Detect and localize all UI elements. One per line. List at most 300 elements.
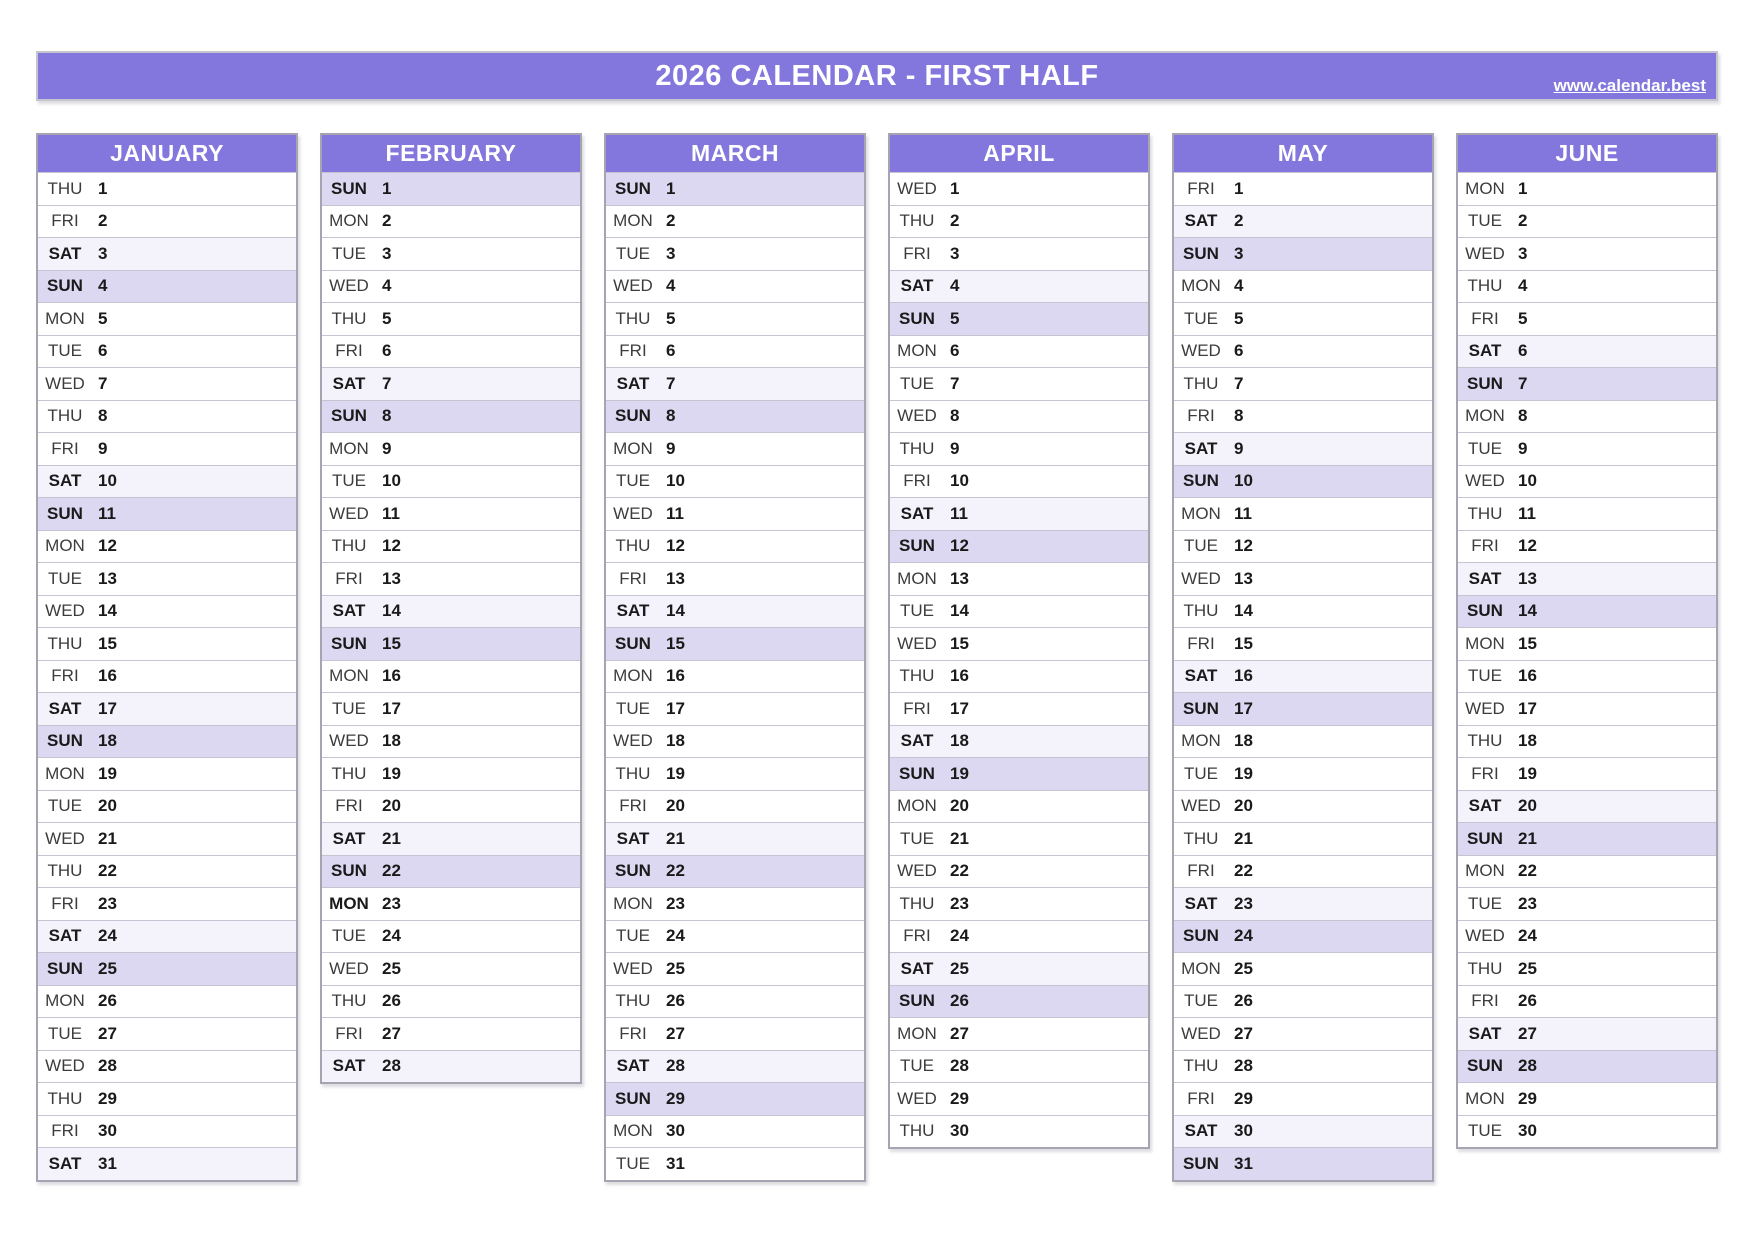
day-number: 29 — [1234, 1088, 1253, 1108]
weekday-label: SAT — [616, 601, 650, 621]
day-row — [890, 562, 1148, 595]
day-number: 12 — [666, 536, 685, 556]
day-row — [890, 920, 1148, 953]
weekday-label: SAT — [1184, 438, 1218, 458]
day-row — [1458, 725, 1716, 758]
day-number: 5 — [1518, 308, 1528, 328]
weekday-label: SAT — [48, 243, 82, 263]
day-row — [38, 205, 296, 238]
day-number: 17 — [666, 698, 685, 718]
day-row — [322, 757, 580, 790]
month-column-june — [1456, 133, 1718, 1149]
day-row — [890, 400, 1148, 433]
day-number: 24 — [382, 926, 401, 946]
website-link[interactable]: www.calendar.best — [1553, 76, 1706, 95]
weekday-label: SUN — [1183, 243, 1219, 263]
day-row — [322, 562, 580, 595]
day-row — [38, 497, 296, 530]
day-number: 22 — [98, 861, 117, 881]
day-row — [322, 465, 580, 498]
weekday-label: FRI — [619, 568, 647, 588]
day-number: 23 — [950, 893, 969, 913]
weekday-label: WED — [45, 601, 85, 621]
day-number: 31 — [1234, 1153, 1253, 1173]
month-header: FEBRUARY — [322, 135, 580, 172]
weekday-label: FRI — [335, 341, 363, 361]
day-number: 11 — [950, 503, 968, 523]
weekday-label: TUE — [332, 243, 366, 263]
weekday-label: MON — [1465, 633, 1505, 653]
day-number: 30 — [666, 1121, 685, 1141]
day-number: 20 — [950, 796, 969, 816]
day-row — [322, 367, 580, 400]
weekday-label: MON — [1465, 178, 1505, 198]
day-row — [322, 530, 580, 563]
day-number: 8 — [666, 406, 676, 426]
day-number: 24 — [98, 926, 117, 946]
weekday-label: FRI — [903, 926, 931, 946]
weekday-label: MON — [1181, 958, 1221, 978]
weekday-label: TUE — [616, 243, 650, 263]
day-number: 6 — [950, 341, 960, 361]
day-row — [38, 920, 296, 953]
day-row — [322, 400, 580, 433]
day-number: 23 — [1234, 893, 1253, 913]
day-number: 15 — [1518, 633, 1537, 653]
weekday-label: SAT — [1468, 568, 1502, 588]
weekday-label: MON — [329, 211, 369, 231]
day-row — [890, 985, 1148, 1018]
weekday-label: SAT — [332, 1056, 366, 1076]
weekday-label: SAT — [900, 731, 934, 751]
day-row — [322, 822, 580, 855]
day-number: 7 — [950, 373, 960, 393]
weekday-label: TUE — [1184, 991, 1218, 1011]
day-row — [606, 757, 864, 790]
weekday-label: SUN — [47, 958, 83, 978]
day-number: 24 — [666, 926, 685, 946]
day-row — [890, 465, 1148, 498]
day-row — [890, 367, 1148, 400]
weekday-label: SAT — [1184, 666, 1218, 686]
day-number: 19 — [98, 763, 117, 783]
day-number: 8 — [1518, 406, 1528, 426]
weekday-label: TUE — [616, 698, 650, 718]
weekday-label: TUE — [48, 1023, 82, 1043]
day-row — [606, 432, 864, 465]
day-row — [890, 270, 1148, 303]
weekday-label: SAT — [1184, 211, 1218, 231]
day-number: 19 — [666, 763, 685, 783]
day-number: 6 — [666, 341, 676, 361]
weekday-label: SUN — [899, 991, 935, 1011]
day-number: 3 — [98, 243, 108, 263]
day-number: 29 — [98, 1088, 117, 1108]
weekday-label: FRI — [51, 666, 79, 686]
day-number: 28 — [382, 1056, 401, 1076]
weekday-label: SUN — [1467, 1056, 1503, 1076]
weekday-label: MON — [1181, 731, 1221, 751]
day-number: 12 — [98, 536, 117, 556]
day-row — [1174, 237, 1432, 270]
day-row — [1174, 822, 1432, 855]
day-row — [1174, 270, 1432, 303]
day-row — [1458, 1050, 1716, 1083]
day-number: 16 — [1518, 666, 1537, 686]
day-number: 25 — [1518, 958, 1537, 978]
day-number: 3 — [1234, 243, 1244, 263]
weekday-label: WED — [45, 1056, 85, 1076]
weekday-label: WED — [613, 958, 653, 978]
day-row — [322, 725, 580, 758]
weekday-label: SAT — [900, 958, 934, 978]
day-number: 24 — [950, 926, 969, 946]
day-number: 1 — [666, 178, 676, 198]
weekday-label: WED — [897, 633, 937, 653]
day-number: 8 — [950, 406, 960, 426]
day-row — [322, 887, 580, 920]
weekday-label: FRI — [51, 1121, 79, 1141]
weekday-label: FRI — [51, 438, 79, 458]
day-row — [890, 1082, 1148, 1115]
weekday-label: FRI — [1187, 406, 1215, 426]
day-number: 9 — [666, 438, 676, 458]
weekday-label: TUE — [48, 796, 82, 816]
day-row — [1174, 497, 1432, 530]
day-row — [322, 595, 580, 628]
weekday-label: SAT — [332, 373, 366, 393]
weekday-label: THU — [1467, 276, 1503, 296]
day-number: 3 — [950, 243, 960, 263]
day-row — [1174, 595, 1432, 628]
day-number: 1 — [98, 178, 108, 198]
day-row — [890, 595, 1148, 628]
day-row — [1458, 887, 1716, 920]
day-row — [890, 1050, 1148, 1083]
weekday-label: SAT — [616, 828, 650, 848]
weekday-label: SAT — [900, 503, 934, 523]
weekday-label: MON — [897, 568, 937, 588]
day-row — [606, 1115, 864, 1148]
day-row — [1458, 692, 1716, 725]
day-row — [890, 952, 1148, 985]
day-number: 4 — [1234, 276, 1244, 296]
day-row — [606, 367, 864, 400]
weekday-label: TUE — [48, 568, 82, 588]
weekday-label: SUN — [47, 731, 83, 751]
weekday-label: SUN — [1183, 471, 1219, 491]
weekday-label: SAT — [1468, 1023, 1502, 1043]
day-number: 14 — [382, 601, 401, 621]
weekday-label: THU — [331, 763, 367, 783]
day-number: 4 — [950, 276, 960, 296]
day-row — [890, 497, 1148, 530]
weekday-label: TUE — [1184, 308, 1218, 328]
weekday-label: WED — [45, 828, 85, 848]
day-number: 5 — [382, 308, 392, 328]
day-row — [606, 725, 864, 758]
weekday-label: SAT — [48, 698, 82, 718]
day-row — [322, 952, 580, 985]
weekday-label: TUE — [332, 698, 366, 718]
weekday-label: FRI — [903, 698, 931, 718]
day-number: 28 — [98, 1056, 117, 1076]
weekday-label: THU — [899, 438, 935, 458]
title-bar — [36, 51, 1718, 101]
day-row — [606, 692, 864, 725]
weekday-label: SUN — [615, 633, 651, 653]
weekday-label: TUE — [900, 1056, 934, 1076]
weekday-label: THU — [47, 633, 83, 653]
day-row — [38, 270, 296, 303]
day-row — [1174, 855, 1432, 888]
day-row — [1174, 920, 1432, 953]
day-number: 26 — [666, 991, 685, 1011]
weekday-label: FRI — [1471, 763, 1499, 783]
day-row — [606, 855, 864, 888]
weekday-label: FRI — [1187, 178, 1215, 198]
day-number: 1 — [1518, 178, 1528, 198]
day-row — [606, 1017, 864, 1050]
weekday-label: TUE — [900, 373, 934, 393]
day-row — [606, 302, 864, 335]
day-row — [606, 822, 864, 855]
day-row — [1458, 562, 1716, 595]
day-number: 26 — [1518, 991, 1537, 1011]
weekday-label: FRI — [335, 1023, 363, 1043]
day-number: 4 — [98, 276, 108, 296]
weekday-label: SUN — [1183, 698, 1219, 718]
day-row — [890, 725, 1148, 758]
day-row — [1174, 1017, 1432, 1050]
weekday-label: WED — [1465, 698, 1505, 718]
day-row — [606, 237, 864, 270]
weekday-label: WED — [1465, 926, 1505, 946]
day-row — [38, 562, 296, 595]
day-number: 27 — [666, 1023, 685, 1043]
weekday-label: MON — [613, 893, 653, 913]
day-row — [890, 172, 1148, 205]
day-number: 25 — [98, 958, 117, 978]
day-number: 26 — [950, 991, 969, 1011]
month-header: JANUARY — [38, 135, 296, 172]
day-row — [890, 855, 1148, 888]
day-row — [606, 985, 864, 1018]
weekday-label: WED — [329, 731, 369, 751]
weekday-label: SAT — [48, 926, 82, 946]
weekday-label: FRI — [1471, 991, 1499, 1011]
weekday-label: SAT — [616, 373, 650, 393]
day-number: 24 — [1234, 926, 1253, 946]
day-row — [1458, 237, 1716, 270]
weekday-label: MON — [45, 991, 85, 1011]
day-row — [1174, 432, 1432, 465]
weekday-label: WED — [613, 731, 653, 751]
day-number: 25 — [382, 958, 401, 978]
weekday-label: THU — [1183, 828, 1219, 848]
weekday-label: FRI — [1187, 1088, 1215, 1108]
day-row — [38, 465, 296, 498]
day-row — [1458, 400, 1716, 433]
day-number: 16 — [666, 666, 685, 686]
month-column-april — [888, 133, 1150, 1149]
day-number: 5 — [1234, 308, 1244, 328]
weekday-label: TUE — [1184, 763, 1218, 783]
weekday-label: FRI — [1187, 633, 1215, 653]
day-number: 10 — [98, 471, 117, 491]
day-row — [1458, 595, 1716, 628]
day-number: 22 — [1518, 861, 1537, 881]
weekday-label: SAT — [900, 276, 934, 296]
day-row — [38, 790, 296, 823]
weekday-label: TUE — [1468, 666, 1502, 686]
weekday-label: THU — [331, 991, 367, 1011]
weekday-label: WED — [45, 373, 85, 393]
weekday-label: SUN — [331, 178, 367, 198]
day-row — [1174, 562, 1432, 595]
day-row — [38, 1147, 296, 1180]
weekday-label: WED — [1465, 471, 1505, 491]
day-number: 5 — [98, 308, 108, 328]
month-column-february — [320, 133, 582, 1084]
weekday-label: TUE — [1468, 1121, 1502, 1141]
day-row — [1174, 1050, 1432, 1083]
month-header: MARCH — [606, 135, 864, 172]
day-number: 22 — [382, 861, 401, 881]
weekday-label: SAT — [332, 601, 366, 621]
day-row — [606, 595, 864, 628]
day-number: 24 — [1518, 926, 1537, 946]
day-number: 28 — [1518, 1056, 1537, 1076]
day-number: 31 — [666, 1153, 685, 1173]
day-number: 22 — [666, 861, 685, 881]
day-row — [38, 822, 296, 855]
weekday-label: SUN — [331, 861, 367, 881]
day-number: 28 — [666, 1056, 685, 1076]
day-row — [1458, 1115, 1716, 1148]
weekday-label: TUE — [48, 341, 82, 361]
day-row — [890, 432, 1148, 465]
day-row — [38, 757, 296, 790]
day-row — [890, 660, 1148, 693]
day-row — [38, 432, 296, 465]
weekday-label: THU — [615, 763, 651, 783]
day-number: 29 — [1518, 1088, 1537, 1108]
weekday-label: MON — [329, 893, 369, 913]
day-row — [1458, 822, 1716, 855]
day-row — [322, 692, 580, 725]
day-number: 11 — [1234, 503, 1252, 523]
weekday-label: FRI — [619, 1023, 647, 1043]
day-number: 23 — [382, 893, 401, 913]
weekday-label: WED — [897, 406, 937, 426]
weekday-label: SAT — [48, 1153, 82, 1173]
weekday-label: THU — [331, 536, 367, 556]
day-number: 28 — [1234, 1056, 1253, 1076]
day-number: 17 — [1234, 698, 1253, 718]
day-row — [38, 985, 296, 1018]
month-column-january — [36, 133, 298, 1182]
day-row — [606, 660, 864, 693]
day-number: 7 — [382, 373, 392, 393]
weekday-label: SUN — [47, 503, 83, 523]
day-number: 23 — [1518, 893, 1537, 913]
day-row — [322, 335, 580, 368]
day-number: 4 — [666, 276, 676, 296]
day-number: 18 — [666, 731, 685, 751]
weekday-label: TUE — [900, 601, 934, 621]
weekday-label: MON — [613, 211, 653, 231]
day-number: 16 — [1234, 666, 1253, 686]
weekday-label: THU — [47, 406, 83, 426]
day-number: 11 — [666, 503, 684, 523]
weekday-label: THU — [899, 666, 935, 686]
day-row — [606, 465, 864, 498]
day-row — [606, 920, 864, 953]
weekday-label: SUN — [615, 1088, 651, 1108]
weekday-label: FRI — [335, 796, 363, 816]
weekday-label: TUE — [616, 1153, 650, 1173]
weekday-label: MON — [45, 308, 85, 328]
day-row — [322, 920, 580, 953]
day-number: 14 — [98, 601, 117, 621]
weekday-label: SUN — [615, 406, 651, 426]
day-number: 30 — [1518, 1121, 1537, 1141]
weekday-label: SUN — [899, 763, 935, 783]
day-number: 16 — [950, 666, 969, 686]
day-number: 7 — [98, 373, 108, 393]
weekday-label: SUN — [1467, 373, 1503, 393]
weekday-label: WED — [1181, 796, 1221, 816]
weekday-label: WED — [329, 276, 369, 296]
day-row — [322, 205, 580, 238]
day-row — [890, 205, 1148, 238]
weekday-label: MON — [897, 1023, 937, 1043]
weekday-label: SAT — [1184, 1121, 1218, 1141]
day-number: 10 — [950, 471, 969, 491]
day-row — [606, 335, 864, 368]
day-row — [890, 822, 1148, 855]
weekday-label: SUN — [1183, 926, 1219, 946]
weekday-label: MON — [613, 1121, 653, 1141]
weekday-label: THU — [47, 1088, 83, 1108]
weekday-label: MON — [329, 438, 369, 458]
day-row — [606, 952, 864, 985]
day-row — [1458, 530, 1716, 563]
day-number: 10 — [666, 471, 685, 491]
month-column-march — [604, 133, 866, 1182]
day-row — [1458, 920, 1716, 953]
day-number: 13 — [382, 568, 401, 588]
weekday-label: FRI — [1471, 308, 1499, 328]
weekday-label: THU — [1467, 958, 1503, 978]
day-row — [1174, 627, 1432, 660]
weekday-label: THU — [1183, 601, 1219, 621]
weekday-label: WED — [613, 276, 653, 296]
weekday-label: FRI — [619, 796, 647, 816]
day-number: 27 — [950, 1023, 969, 1043]
weekday-label: FRI — [51, 893, 79, 913]
day-row — [38, 335, 296, 368]
day-row — [890, 757, 1148, 790]
day-row — [1458, 172, 1716, 205]
day-row — [38, 595, 296, 628]
weekday-label: THU — [1467, 731, 1503, 751]
day-row — [606, 172, 864, 205]
day-row — [1458, 627, 1716, 660]
weekday-label: SAT — [48, 471, 82, 491]
day-number: 25 — [1234, 958, 1253, 978]
